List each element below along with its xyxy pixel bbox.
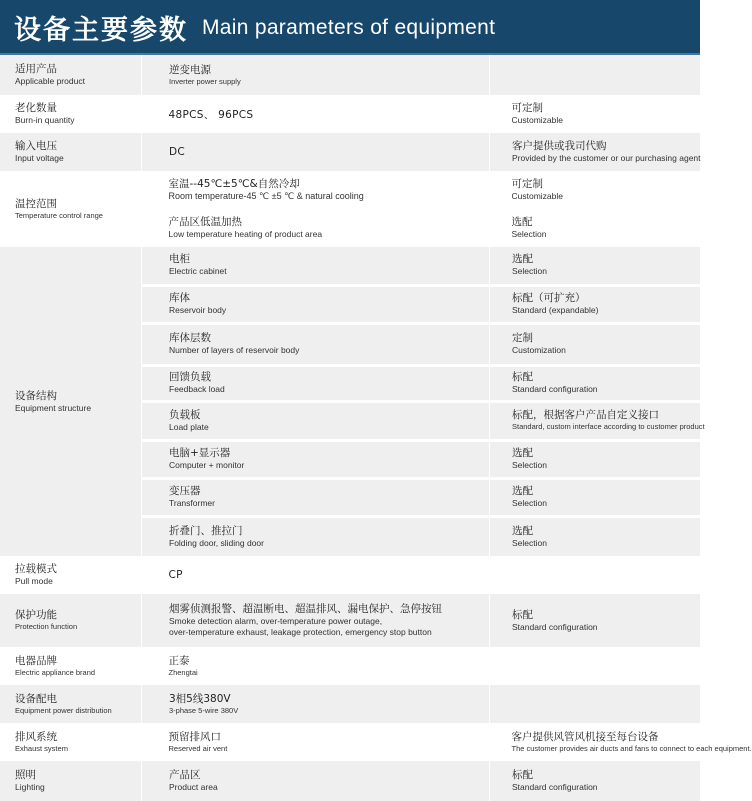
title-cn: 设备主要参数 xyxy=(14,15,188,46)
label-en: Protection function xyxy=(15,622,78,631)
remark-cn: 定制 xyxy=(512,332,533,344)
value-cn: 预留排风口 xyxy=(168,730,221,743)
remark-en: Customizable xyxy=(511,191,563,201)
remark-en: Selection xyxy=(512,266,547,277)
row-pull-mode xyxy=(0,556,700,594)
value-cn: 库体 xyxy=(169,292,190,304)
row-power-distribution xyxy=(0,685,700,723)
value-en: Zhengtai xyxy=(168,667,198,677)
row-applicable-product xyxy=(0,55,700,95)
value-en: Low temperature heating of product area xyxy=(168,229,323,239)
value-cn: 变压器 xyxy=(169,485,201,497)
value-cn: 产品区低温加热 xyxy=(168,216,242,228)
remark-cn: 标配，根据客户产品自定义接口 xyxy=(512,409,659,421)
label-en: Input voltage xyxy=(15,153,64,163)
value: 48PCS、 96PCS xyxy=(168,108,254,121)
label-cn: 照明 xyxy=(15,769,36,781)
row-burnin-quantity xyxy=(0,95,700,133)
remark-en: Standard configuration xyxy=(512,782,598,792)
value-en: Reservoir body xyxy=(169,305,227,315)
value-cn: 正泰 xyxy=(168,654,190,667)
remark-en: Standard, custom interface according to customer product xyxy=(512,422,705,431)
value-en-line1: Smoke detection alarm, over-temperature power outage, xyxy=(169,616,383,626)
value-cn: 室温--45℃±5℃&自然冷却 xyxy=(168,178,300,190)
remark-en: Standard configuration xyxy=(512,384,598,394)
label-en: Temperature control range xyxy=(15,210,103,220)
remark-en: Selection xyxy=(512,460,547,470)
value-cn: 3相5线380V xyxy=(169,692,231,705)
remark-en: Standard configuration xyxy=(512,621,598,632)
label-cn: 设备配电 xyxy=(15,692,57,705)
label-cn: 电器品牌 xyxy=(15,654,57,667)
remark-cn: 客户提供或我司代购 xyxy=(512,140,607,152)
remark-cn: 选配 xyxy=(511,216,533,228)
value-cn: 烟雾侦测报警、超温断电、超温排风、漏电保护、急停按钮 xyxy=(169,603,442,615)
value-cn: 库体层数 xyxy=(169,332,211,344)
remark-en: Customizable xyxy=(511,115,563,125)
remark-cn: 选配 xyxy=(512,485,533,497)
label-cn: 设备结构 xyxy=(15,389,57,402)
value-cn: 折叠门、推拉门 xyxy=(169,524,243,537)
value-en: Electric cabinet xyxy=(169,266,227,277)
label-en: Pull mode xyxy=(15,576,53,586)
label-cn: 保护功能 xyxy=(15,609,57,621)
remark-cn: 客户提供风管风机接至每台设备 xyxy=(511,730,659,743)
value-en: Load plate xyxy=(169,421,209,432)
value-en: Number of layers of reservoir body xyxy=(169,345,300,355)
value-en: Product area xyxy=(169,782,218,792)
value: DC xyxy=(169,146,186,158)
row-input-voltage xyxy=(0,133,700,171)
value-en: Feedback load xyxy=(169,384,225,394)
value-en: Folding door, sliding door xyxy=(169,537,264,548)
row-structure-1 xyxy=(0,247,700,285)
page-header xyxy=(0,0,700,55)
value-cn: 逆变电源 xyxy=(169,63,211,76)
remark-cn: 标配（可扩充） xyxy=(512,292,586,304)
remark-cn: 选配 xyxy=(512,447,533,459)
remark-en: Selection xyxy=(512,498,547,508)
remark-cn: 标配 xyxy=(512,769,533,781)
label-en: Applicable product xyxy=(15,76,85,86)
value-en: Inverter power supply xyxy=(169,76,241,86)
label-en: Lighting xyxy=(15,782,45,792)
remark-en: Provided by the customer or our purchasing agent xyxy=(512,153,701,163)
remark-en: The customer provides air ducts and fans to connect to each equipment. xyxy=(511,743,752,753)
value-cn: 电柜 xyxy=(169,253,190,266)
label-en: Burn-in quantity xyxy=(15,115,75,125)
label-en: Exhaust system xyxy=(15,743,68,753)
value-en: Reserved air vent xyxy=(168,743,228,753)
label-cn: 输入电压 xyxy=(15,140,57,152)
remark-en: Standard (expandable) xyxy=(512,305,599,315)
parameters-table xyxy=(0,55,752,801)
label-en: Electric appliance brand xyxy=(15,667,96,677)
row-lighting xyxy=(0,761,700,801)
remark-cn: 标配 xyxy=(512,371,533,383)
label-cn: 老化数量 xyxy=(15,102,57,114)
label-cn: 适用产品 xyxy=(15,63,57,75)
value-en: Room temperature-45 ℃ ±5 ℃ & natural cooling xyxy=(168,191,364,201)
label-en: Equipment power distribution xyxy=(15,705,112,715)
row-exhaust-system xyxy=(0,723,700,761)
value-cn: 产品区 xyxy=(169,769,201,781)
label-cn: 温控范围 xyxy=(15,197,57,210)
row-appliance-brand xyxy=(0,647,700,685)
value: CP xyxy=(168,569,183,581)
row-protection-function xyxy=(0,594,700,647)
value-en-line2: over-temperature exhaust, leakage protection, emergency stop button xyxy=(169,627,432,637)
value-cn: 电脑+显示器 xyxy=(169,447,231,459)
remark-cn: 可定制 xyxy=(511,102,543,114)
remark-en: Customization xyxy=(512,345,566,355)
value-en: Computer + monitor xyxy=(169,460,245,470)
remark-cn: 选配 xyxy=(512,253,533,266)
value-cn: 负载板 xyxy=(169,408,201,421)
remark-cn: 标配 xyxy=(512,608,533,621)
value-cn: 回馈负载 xyxy=(169,371,211,383)
row-temperature-1 xyxy=(0,171,700,209)
label-cn: 排风系统 xyxy=(15,730,57,743)
label-cn: 拉载模式 xyxy=(15,563,57,575)
label-en: Equipment structure xyxy=(15,402,92,413)
title-en: Main parameters of equipment xyxy=(202,15,496,39)
remark-cn: 可定制 xyxy=(511,178,543,190)
value-en: 3-phase 5-wire 380V xyxy=(169,705,239,715)
value-en: Transformer xyxy=(169,498,215,508)
remark-en: Selection xyxy=(512,537,547,548)
remark-en: Selection xyxy=(511,229,547,239)
remark-cn: 选配 xyxy=(512,524,533,537)
